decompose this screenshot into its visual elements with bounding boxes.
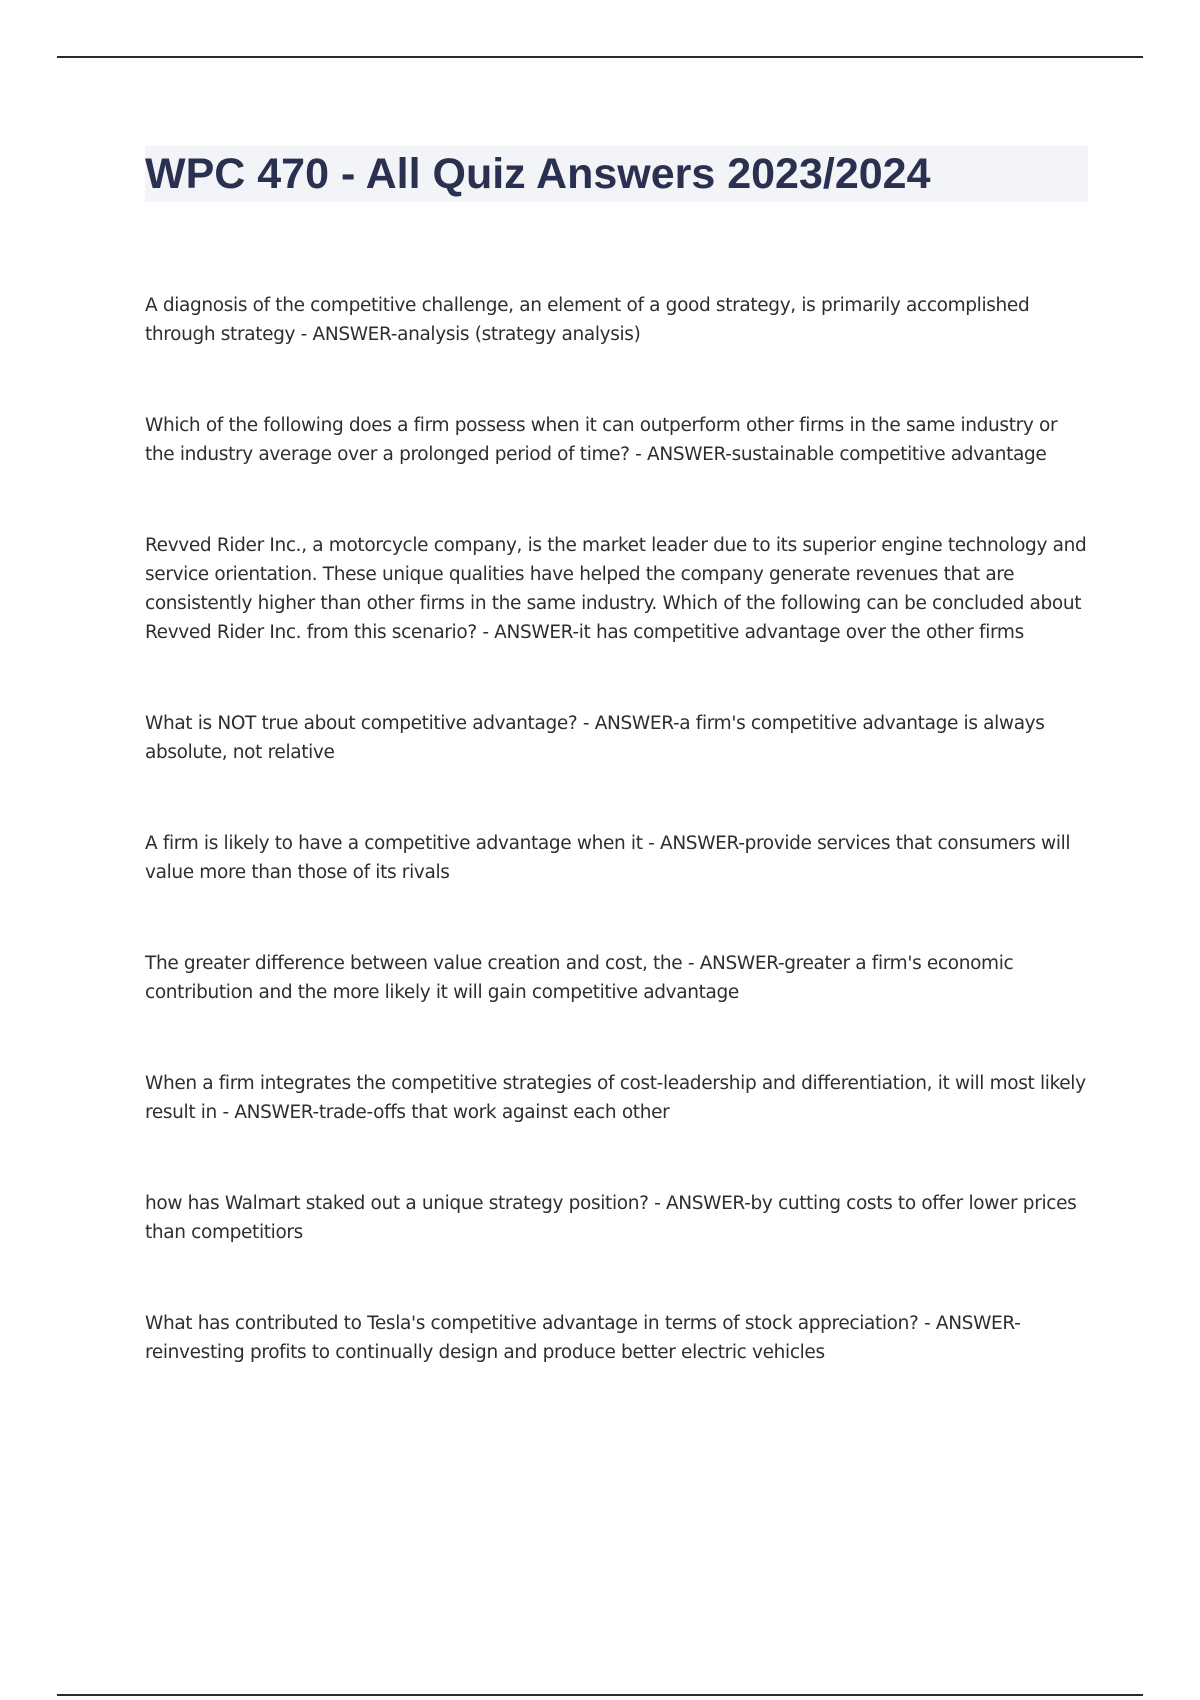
answer-text: provide services that consumers will value more than those of its rivals: [145, 833, 1071, 883]
answer-text: it has competitive advantage over the other firms: [578, 622, 1024, 643]
answer-text: trade-offs that work against each other: [318, 1102, 670, 1123]
answer-marker: - ANSWER-: [648, 1193, 751, 1214]
answer-text: greater a firm's economic contribution and the more likely it will gain competitive advantage: [145, 953, 1014, 1003]
answer-text: sustainable competitive advantage: [731, 444, 1047, 465]
answer-text: analysis (strategy analysis): [397, 324, 641, 345]
answer-marker: - ANSWER-: [642, 833, 745, 854]
question-text: What has contributed to Tesla's competitive advantage in terms of stock appreciation?: [145, 1313, 919, 1334]
qa-item: [145, 1069, 1090, 1189]
qa-item: [145, 531, 1090, 709]
qa-item: [145, 1309, 1090, 1429]
question-text: A firm is likely to have a competitive advantage when it: [145, 833, 643, 854]
question-text: The greater difference between value creation and cost, the: [145, 953, 683, 974]
top-rule: [57, 56, 1143, 58]
document-title: WPC 470 - All Quiz Answers 2023/2024: [145, 150, 931, 198]
answer-marker: - ANSWER-: [629, 444, 732, 465]
answer-marker: - ANSWER-: [216, 1102, 319, 1123]
answer-marker: - ANSWER-: [682, 953, 785, 974]
question-text: Which of the following does a firm possess when it can outperform other firms in the same industry or the industry average over a prolonged period of time?: [145, 415, 1058, 465]
qa-item: [145, 411, 1090, 531]
question-text: What is NOT true about competitive advantage?: [145, 713, 578, 734]
question-text: A diagnosis of the competitive challenge, an element of a good strategy, is primarily accomplished through strategy: [145, 295, 1030, 345]
answer-marker: - ANSWER-: [918, 1313, 1021, 1334]
answer-text: a firm's competitive advantage is always absolute, not relative: [145, 713, 1045, 763]
qa-item: [145, 709, 1090, 829]
question-text: how has Walmart staked out a unique strategy position?: [145, 1193, 649, 1214]
qa-item: [145, 829, 1090, 949]
answer-marker: - ANSWER-: [577, 713, 680, 734]
qa-list: [145, 291, 1090, 1429]
qa-item: [145, 1189, 1090, 1309]
question-text: When a firm integrates the competitive strategies of cost-leadership and differentiation, it will most likely result in: [145, 1073, 1086, 1123]
question-text: Revved Rider Inc., a motorcycle company, is the market leader due to its superior engine technology and service orientation. These unique qualities have helped the company generate revenues that are consistently higher than other firms in the same industry. Which of the following can be concluded about Revved Rider Inc. from this scenario?: [145, 535, 1087, 643]
answer-text: by cutting costs to offer lower prices than competitiors: [145, 1193, 1077, 1243]
qa-item: [145, 291, 1090, 411]
answer-marker: - ANSWER-: [295, 324, 398, 345]
bottom-rule: [57, 1694, 1143, 1696]
answer-text: reinvesting profits to continually design and produce better electric vehicles: [145, 1342, 825, 1363]
answer-marker: - ANSWER-: [476, 622, 579, 643]
qa-item: [145, 949, 1090, 1069]
